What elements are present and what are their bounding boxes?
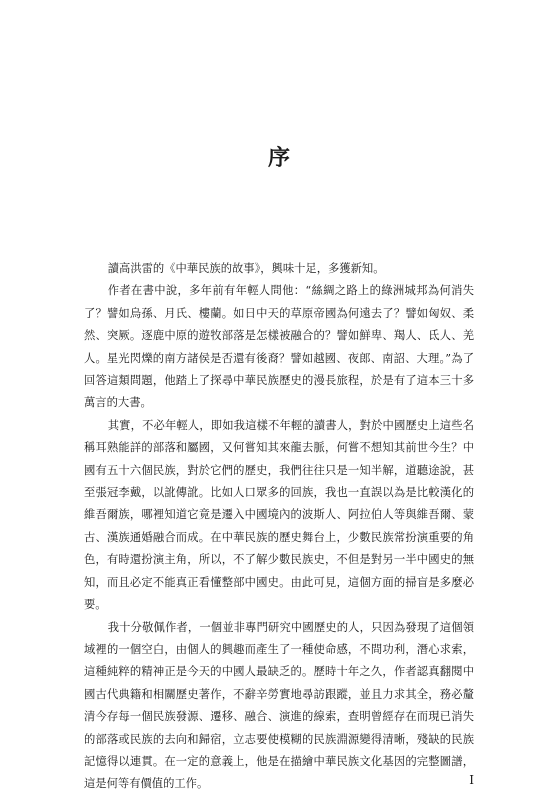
paragraph: 讀高洪雷的《中華民族的故事》，興味十足，多獲新知。: [107, 262, 385, 275]
page-number: I: [469, 773, 474, 787]
paragraph: 其實，不必年輕人，即如我這樣不年輕的讀書人，對於中國歷史上這些名稱耳熟能詳的部落和屬國，又何嘗知其來龍去脈，何嘗不想知其前世今生？中國有五十六個民族，對於它們的歷史，我們往往只是一知半解，道聽途說，甚至張冠李戴，以訛傳訛。比如人口眾多的回族，我也一直誤以為是比較漢化的維吾爾族，哪裡知道它竟是遷入中國境內的波斯人、阿拉伯人等與維吾爾、蒙古、漢族通婚融合而成。在中華民族的歷史舞台上，少數民族常扮演重要的角色，有時還扮演主角，所以，不了解少數民族史，不但是對另一半中國史的無知，而且必定不能真正看懂整部中國史。由此可見，這個方面的掃盲是多麼必要。: [84, 418, 474, 612]
preface-title: 序: [267, 145, 292, 171]
paragraph: 作者在書中說，多年前有年輕人問他：“絲綢之路上的綠洲城邦為何消失了？譬如烏孫、月氏、樓蘭。如日中天的草原帝國為何遠去了？譬如匈奴、柔然、突厥。逐鹿中原的遊牧部落是怎樣被融合的？譬如鮮卑、羯人、氐人、羌人。星光閃爍的南方諸侯是否還有後裔？譬如越國、夜郎、南詔、大理。”為了回答這類問題，他踏上了探尋中華民族歷史的漫長旅程，於是有了這本三十多萬言的大書。: [84, 284, 474, 410]
preface-body: [84, 258, 474, 796]
paragraph: 我十分敬佩作者，一個並非專門研究中國歷史的人，只因為發現了這個領域裡的一個空白，由個人的興趣而產生了一種使命感，不問功利，潛心求索，這種純粹的精神正是今天的中國人最缺乏的。歷時十年之久，作者認真翻閱中國古代典籍和相關歷史著作，不辭辛勞實地尋訪跟蹤，並且力求其全，務必釐清今存每一個民族發源、遷移、融合、演進的線索，查明曾經存在而現已消失的部落或民族的去向和歸宿，立志要使模糊的民族淵源變得清晰，殘缺的民族記憶得以連貫。在一定的意義上，他是在描繪中華民族文化基因的完整圖譜，這是何等有價值的工作。: [84, 620, 474, 791]
